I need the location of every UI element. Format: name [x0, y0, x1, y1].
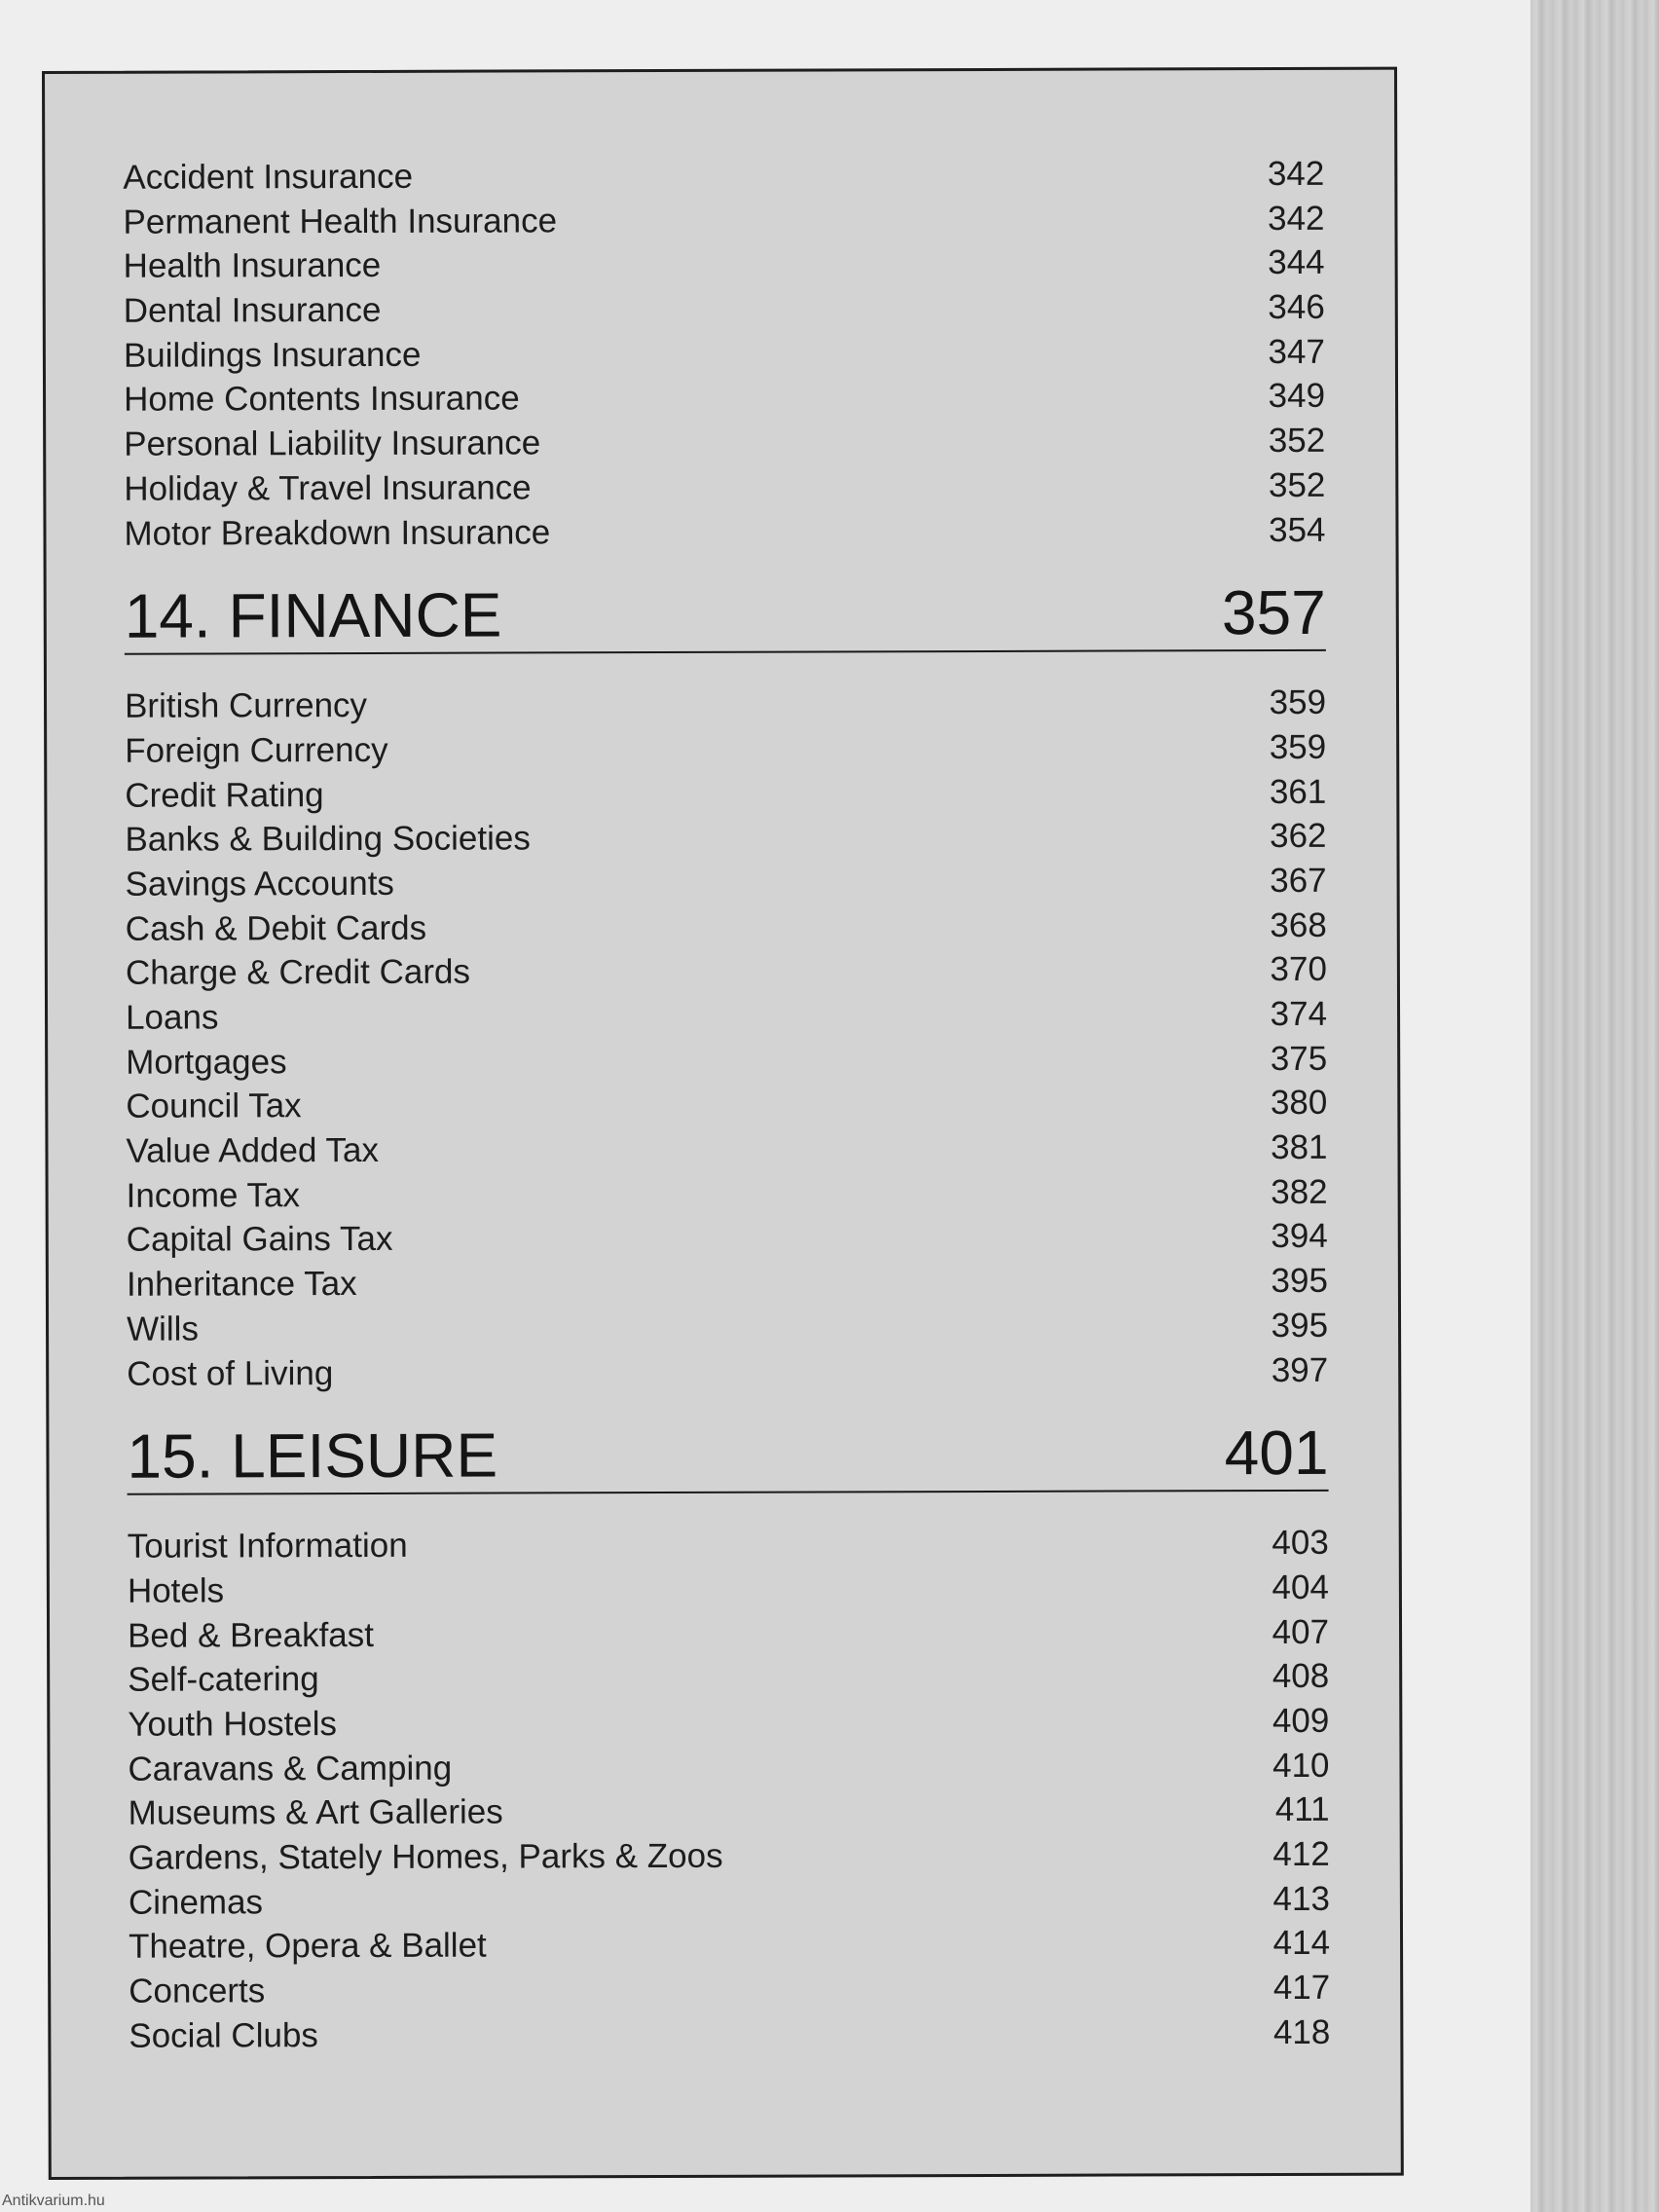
toc-entry-title: Accident Insurance [123, 157, 414, 197]
toc-entry-title: Foreign Currency [125, 730, 388, 770]
toc-entry-title: Value Added Tax [126, 1130, 380, 1170]
toc-entry-title: Gardens, Stately Homes, Parks & Zoos [128, 1836, 723, 1877]
toc-entry-page-number: 344 [1268, 243, 1325, 282]
toc-entry-page-number: 359 [1269, 727, 1327, 766]
toc-entry-title: Motor Breakdown Insurance [124, 512, 551, 553]
toc-entry-title: Social Clubs [129, 2015, 318, 2055]
toc-entry-title: Concerts [129, 1972, 266, 2010]
toc-entry [127, 1170, 1328, 1219]
toc-entry-title: Inheritance Tax [126, 1265, 357, 1304]
toc-entry-page-number: 404 [1272, 1567, 1329, 1606]
toc-entry-title: Museums & Art Galleries [128, 1792, 503, 1833]
toc-entry-title: Tourist Information [127, 1527, 408, 1566]
toc-entry-page-number: 374 [1270, 994, 1328, 1034]
toc-entry-page-number: 342 [1267, 154, 1325, 194]
toc-entry-title: Home Contents Insurance [123, 379, 520, 420]
toc-entry [126, 903, 1327, 951]
toc-entry [125, 769, 1326, 818]
toc-entry [126, 992, 1327, 1041]
toc-entry [124, 285, 1325, 334]
toc-entry-page-number: 418 [1272, 2012, 1331, 2051]
toc-entry-title: Dental Insurance [123, 290, 382, 330]
toc-entry [126, 947, 1327, 996]
toc-entry-page-number: 382 [1271, 1172, 1328, 1211]
toc-entry-page-number: 395 [1271, 1306, 1329, 1345]
chapter-page-number: 357 [1221, 577, 1326, 648]
toc-entry-title: Holiday & Travel Insurance [124, 468, 532, 508]
toc-entry-page-number: 409 [1272, 1701, 1330, 1740]
toc-entry-page-number: 412 [1272, 1834, 1330, 1874]
chapter-heading [127, 1414, 1328, 1495]
toc-entry [124, 419, 1325, 467]
toc-entry-page-number: 395 [1271, 1261, 1328, 1301]
toc-entry-title: Mortgages [126, 1042, 287, 1082]
toc-entry-title: Cost of Living [127, 1353, 334, 1393]
toc-entry [128, 1566, 1329, 1614]
toc-entry-title: Loans [125, 998, 219, 1037]
toc-entry-page-number: 346 [1268, 287, 1325, 327]
toc-entry-page-number: 352 [1268, 465, 1326, 504]
toc-entry-page-number: 414 [1272, 1924, 1331, 1963]
toc-entry [123, 197, 1324, 245]
toc-entry-title: Credit Rating [125, 775, 324, 815]
toc-entry-title: Capital Gains Tax [126, 1220, 393, 1260]
toc-entry-title: Cash & Debit Cards [125, 908, 427, 948]
toc-entry-page-number: 397 [1271, 1350, 1329, 1389]
toc-entry-page-number: 375 [1270, 1039, 1328, 1078]
toc-entry [129, 1788, 1330, 1836]
toc-entry [127, 1304, 1328, 1352]
toc-entry-page-number: 367 [1270, 861, 1327, 900]
toc-entry [125, 681, 1326, 729]
toc-entry-title: Buildings Insurance [123, 335, 422, 375]
toc-entry [129, 1877, 1330, 1926]
toc-entry-page-number: 352 [1268, 421, 1326, 461]
toc-entry-page-number: 403 [1272, 1524, 1329, 1563]
toc-entry [124, 374, 1325, 423]
toc-entry [124, 507, 1325, 556]
toc-entry [126, 1081, 1327, 1129]
toc-entry [123, 152, 1324, 201]
toc-entry-title: Theatre, Opera & Ballet [128, 1926, 487, 1967]
toc-entry [126, 1125, 1327, 1174]
toc-entry [126, 1037, 1327, 1086]
toc-entry [128, 1609, 1329, 1658]
toc-entry-title: Personal Liability Insurance [124, 424, 541, 463]
toc-entry-title: Wills [126, 1309, 199, 1348]
toc-entry [125, 814, 1326, 863]
toc-entry-page-number: 342 [1268, 199, 1325, 238]
toc-entry-page-number: 410 [1272, 1746, 1330, 1785]
toc-entry-title: Permanent Health Insurance [123, 202, 558, 241]
watermark: Antikvarium.hu [2, 2193, 105, 2209]
toc-entry-page-number: 361 [1269, 772, 1327, 811]
toc-entry-title: Health Insurance [123, 246, 382, 286]
chapter-title: 15. LEISURE [127, 1419, 498, 1492]
toc-entry [127, 1214, 1328, 1263]
toc-entry-title: Self-catering [128, 1660, 319, 1699]
toc-entry-page-number: 413 [1272, 1879, 1330, 1918]
chapter-title: 14. FINANCE [124, 579, 502, 651]
toc-entry-page-number: 381 [1271, 1127, 1328, 1167]
toc-entry [129, 1921, 1330, 1970]
toc-entry-page-number: 354 [1269, 510, 1326, 549]
table-of-contents [123, 152, 1330, 2058]
toc-entry-page-number: 349 [1268, 377, 1326, 416]
toc-entry-title: Banks & Building Societies [125, 819, 531, 859]
toc-entry [125, 725, 1326, 774]
toc-entry-page-number: 359 [1269, 683, 1327, 722]
toc-entry-title: Council Tax [126, 1087, 302, 1126]
toc-entry-title: Youth Hostels [128, 1704, 338, 1744]
toc-entry [127, 1259, 1328, 1308]
toc-entry-title: British Currency [124, 686, 368, 725]
toc-entry-title: Bed & Breakfast [127, 1615, 375, 1655]
toc-entry [128, 1521, 1329, 1569]
toc-entry [129, 2010, 1330, 2059]
toc-entry [128, 1699, 1329, 1748]
toc-entry-page-number: 411 [1274, 1790, 1330, 1829]
toc-entry-page-number: 347 [1268, 332, 1325, 371]
toc-entry [129, 1832, 1330, 1881]
toc-entry-page-number: 417 [1272, 1968, 1331, 2008]
toc-entry-title: Caravans & Camping [128, 1749, 453, 1788]
chapter-heading [125, 573, 1326, 655]
toc-entry [126, 859, 1327, 907]
toc-entry-title: Income Tax [126, 1175, 301, 1215]
toc-entry-title: Cinemas [128, 1882, 264, 1922]
toc-entry-page-number: 407 [1272, 1612, 1330, 1651]
toc-entry-page-number: 370 [1270, 950, 1327, 989]
toc-entry [128, 1743, 1329, 1791]
toc-entry-page-number: 368 [1270, 905, 1327, 944]
background-surface [1530, 0, 1659, 2212]
toc-entry-title: Charge & Credit Cards [125, 952, 471, 993]
toc-entry-page-number: 380 [1270, 1084, 1328, 1123]
chapter-page-number: 401 [1224, 1418, 1329, 1489]
toc-entry [124, 240, 1325, 289]
toc-entry [124, 330, 1325, 379]
toc-entry-page-number: 394 [1271, 1217, 1328, 1256]
toc-entry-title: Savings Accounts [125, 864, 394, 903]
toc-entry-page-number: 408 [1272, 1657, 1330, 1696]
toc-entry [127, 1347, 1328, 1396]
toc-entry [128, 1654, 1329, 1703]
toc-entry-title: Hotels [127, 1571, 225, 1610]
table-of-contents-panel [42, 67, 1404, 2180]
toc-entry [124, 463, 1325, 512]
toc-entry [129, 1966, 1330, 2014]
toc-entry-page-number: 362 [1270, 817, 1327, 856]
